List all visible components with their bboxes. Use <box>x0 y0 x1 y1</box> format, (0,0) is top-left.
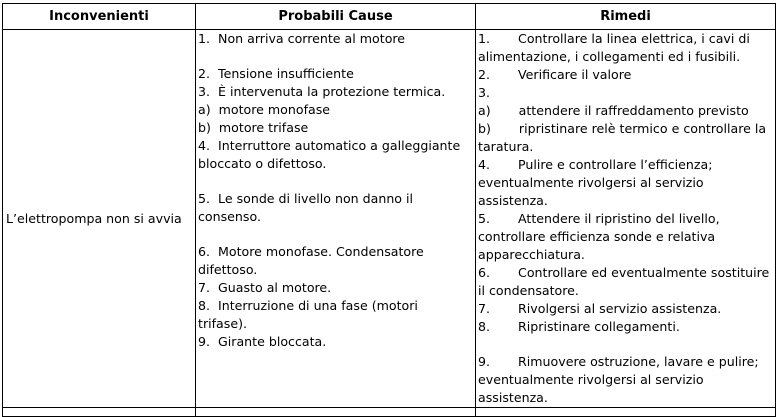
remedy-line: 2. Verificare il valore <box>478 67 632 82</box>
cause-line: bloccato o difettoso. <box>198 156 327 171</box>
cause-line: consenso. <box>198 209 261 224</box>
remedy-line: 3. <box>478 85 491 100</box>
remedy-line: il condensatore. <box>478 283 579 298</box>
remedy-line: b) ripristinare relè termico e controllare la <box>478 121 767 136</box>
spacer <box>478 336 772 353</box>
spacer <box>198 48 473 65</box>
remedy-line: 1. Controllare la linea elettrica, i cavi di <box>478 31 750 46</box>
remedy-line: 5. Attendere il ripristino del livello, <box>478 211 720 226</box>
remedy-line: eventualmente rivolgersi al servizio <box>478 372 704 387</box>
remedy-line: alimentazione, i collegamenti ed i fusibili. <box>478 49 741 64</box>
cause-line: 8. Interruzione di una fase (motori <box>198 298 418 313</box>
spacer <box>198 226 473 243</box>
header-inconvenienti: Inconvenienti <box>3 4 196 30</box>
remedies-cell <box>476 30 776 408</box>
empty-row <box>3 408 776 417</box>
cause-line: 4. Interruttore automatico a galleggiante <box>198 138 461 153</box>
spacer <box>198 173 473 190</box>
header-rimedi: Rimedi <box>476 4 776 30</box>
causes-list <box>198 30 473 351</box>
problem-cell <box>3 30 196 408</box>
remedy-line: 7. Rivolgersi al servizio assistenza. <box>478 301 722 316</box>
empty-cell <box>196 408 476 417</box>
cause-line: b) motore trifase <box>198 120 309 135</box>
remedy-line: assistenza. <box>478 390 548 405</box>
remedies-list <box>478 30 772 407</box>
cause-line: 5. Le sonde di livello non danno il <box>198 191 414 206</box>
cause-line: difettoso. <box>198 262 258 277</box>
cause-line: a) motore monofase <box>198 102 331 117</box>
cause-line: 2. Tensione insufficiente <box>198 66 354 81</box>
empty-cell <box>3 408 196 417</box>
empty-cell <box>476 408 776 417</box>
cause-line: 6. Motore monofase. Condensatore <box>198 244 424 259</box>
remedy-line: apparecchiatura. <box>478 247 585 262</box>
remedy-line: controllare efficienza sonde e relativa <box>478 229 716 244</box>
remedy-line: 9. Rimuovere ostruzione, lavare e pulire; <box>478 354 759 369</box>
table-row <box>3 30 776 408</box>
cause-line: 7. Guasto al motore. <box>198 280 332 295</box>
remedy-line: taratura. <box>478 139 534 154</box>
troubleshooting-table <box>2 3 776 417</box>
header-probabili-cause: Probabili Cause <box>196 4 476 30</box>
troubleshooting-table-wrapper <box>2 3 775 417</box>
cause-line: 3. È intervenuta la protezione termica. <box>198 84 446 99</box>
remedy-line: a) attendere il raffreddamento previsto <box>478 103 749 118</box>
cause-line: 1. Non arriva corrente al motore <box>198 31 406 46</box>
remedy-line: 6. Controllare ed eventualmente sostituire <box>478 265 770 280</box>
problem-text: L’elettropompa non si avvia <box>6 211 182 226</box>
cause-line: trifase). <box>198 316 247 331</box>
remedy-line: 8. Ripristinare collegamenti. <box>478 319 680 334</box>
remedy-line: eventualmente rivolgersi al servizio <box>478 175 704 190</box>
remedy-line: 4. Pulire e controllare l’efficienza; <box>478 157 713 172</box>
cause-line: 9. Girante bloccata. <box>198 334 327 349</box>
causes-cell <box>196 30 476 408</box>
remedy-line: assistenza. <box>478 193 548 208</box>
header-row <box>3 4 776 30</box>
